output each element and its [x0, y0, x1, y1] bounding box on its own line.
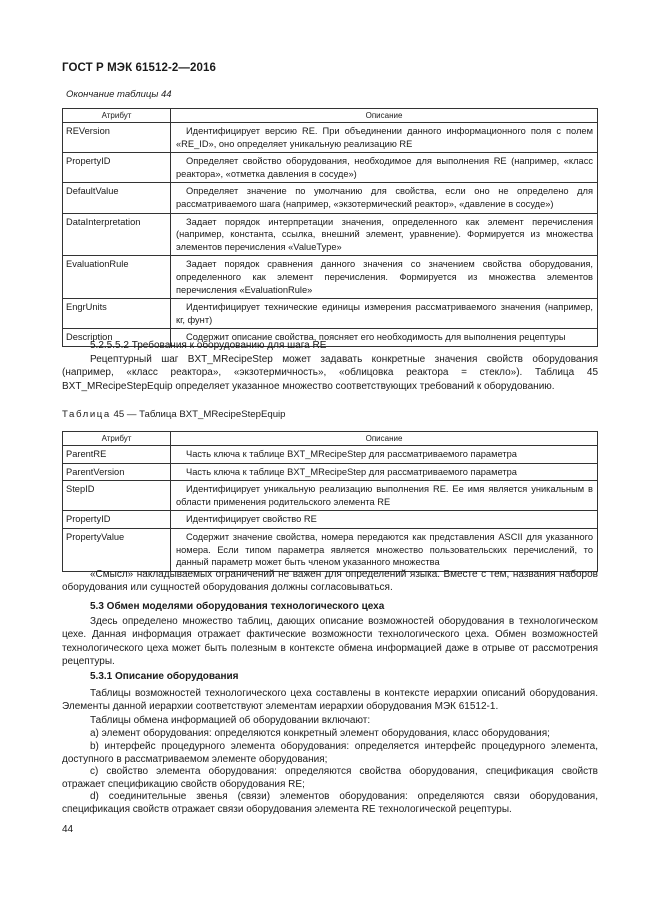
attribute-name: DataInterpretation	[63, 213, 171, 256]
attribute-description: Идентифицирует свойство RE	[171, 511, 598, 529]
section-heading-5-3-1: 5.3.1 Описание оборудования	[90, 671, 239, 682]
attribute-name: REVersion	[63, 123, 171, 153]
table-row	[63, 463, 598, 481]
page-number: 44	[62, 824, 74, 835]
section-body-5-2-5-5-2: Рецептурный шаг BXT_MRecipeStep может задавать конкретные значения свойств оборудования (например, «класс реактора», «экзотермичность», «облицовка реактора = стекло»). Таблица 45 BXT_MRecipeStepEquip определяет указанное множество соответствующих требований к оборудованию.	[62, 354, 598, 392]
section-heading-5-2-5-5-2: 5.2.5.5.2 Требования к оборудованию для шага RE	[90, 340, 327, 351]
table-row	[63, 123, 598, 153]
list-item-a: a) элемент оборудования: определяются конкретный элемент оборудования, класс оборудования;	[90, 728, 550, 739]
table-row	[63, 446, 598, 464]
column-header-attribute: Атрибут	[63, 432, 171, 446]
table-45-title-prefix: Таблица	[62, 409, 111, 420]
table-45-title	[62, 409, 286, 420]
standard-title: ГОСТ Р МЭК 61512-2—2016	[62, 62, 216, 74]
section-heading-5-3: 5.3 Обмен моделями оборудования технологического цеха	[90, 601, 385, 612]
list-item-d: d) соединительные звенья (связи) элементов оборудования: определяются связи оборудования, спецификация свойств отражает связи оборудования элемента RE технологической рецептуры.	[62, 791, 598, 816]
list-item-c: c) свойство элемента оборудования: определяются свойства оборудования, спецификация свойств отражает спецификацию свойств оборудования RE;	[62, 766, 598, 791]
table-row	[63, 256, 598, 299]
attributes-table-45	[62, 431, 598, 572]
table-row	[63, 528, 598, 571]
attribute-name: PropertyID	[63, 511, 171, 529]
attributes-table-44	[62, 108, 598, 347]
attribute-description: Часть ключа к таблице BXT_MRecipeStep для рассматриваемого параметра	[171, 446, 598, 464]
column-header-attribute: Атрибут	[63, 109, 171, 123]
attribute-description: Идентифицирует уникальную реализацию выполнения RE. Ее имя является уникальным в области применения родительского элемента RE	[171, 481, 598, 511]
attribute-description: Содержит описание свойства, поясняет его необходимость для выполнения рецептуры	[171, 329, 598, 347]
column-header-description: Описание	[171, 109, 598, 123]
attribute-description: Идентифицирует версию RE. При объединении данного информационного поля с полем «RE_ID», оно определяет уникальную реализацию RE	[171, 123, 598, 153]
table-continuation-caption: Окончание таблицы 44	[66, 89, 172, 100]
list-item-b: b) интерфейс процедурного элемента оборудования: определяется интерфейс процедурного элемента, доступного в рассматриваемом элементе оборудования;	[62, 741, 598, 766]
attribute-description: Содержит значение свойства, номера передаются как представления ASCII для указанного номера. Если типом параметра является множество пользовательских перечислений, то данный параметр может быть членом указанного множества	[171, 528, 598, 571]
note-paragraph: «Смысл» накладываемых ограничений не важен для определений языка. Вместе с тем, названия наборов оборудования или сущностей оборудования должны согласовываться.	[62, 569, 598, 594]
attribute-name: PropertyID	[63, 153, 171, 183]
table-45-title-rest: 45 — Таблица BXT_MRecipeStepEquip	[113, 409, 286, 420]
attribute-description: Часть ключа к таблице BXT_MRecipeStep для рассматриваемого параметра	[171, 463, 598, 481]
table-row	[63, 213, 598, 256]
column-header-description: Описание	[171, 432, 598, 446]
attribute-name: EvaluationRule	[63, 256, 171, 299]
table-header-row	[63, 432, 598, 446]
section-body-5-3: Здесь определено множество таблиц, дающих описание возможностей оборудования в технологическом цехе. Данная информация отражает фактические возможности технологического цеха. Обмен возможностей технологического цеха может быть полезным в контексте обмена информацией даже в отрыве от рассмотрения рецептуры.	[62, 616, 598, 668]
attribute-name: EngrUnits	[63, 299, 171, 329]
table-row	[63, 481, 598, 511]
table-row	[63, 183, 598, 213]
attribute-description: Определяет значение по умолчанию для свойства, если оно не определено для рассматриваемого шага (например, «экзотермический реактор», «давление в сосуде»)	[171, 183, 598, 213]
attribute-description: Задает порядок интерпретации значения, определенного как элемент перечисления (например, константа, ссылка, внешний элемент, уравнение). Формируется из множества элементов перечисления «ValueType»	[171, 213, 598, 256]
attribute-description: Задает порядок сравнения данного значения со значением свойства оборудования, определенного как элемент перечисления. Формируется из множества элементов перечисления «EvaluationRule»	[171, 256, 598, 299]
section-5-3-1-paragraph-1: Таблицы возможностей технологического цеха составлены в контексте иерархии описаний оборудования. Элементы данной иерархии соответствуют элементам иерархии оборудования МЭК 61512-1.	[62, 688, 598, 713]
attribute-name: ParentRE	[63, 446, 171, 464]
attribute-name: DefaultValue	[63, 183, 171, 213]
attribute-name: Description	[63, 329, 171, 347]
attribute-description: Определяет свойство оборудования, необходимое для выполнения RE (например, «класс реактора», «отметка давления в сосуде»)	[171, 153, 598, 183]
attribute-name: ParentVersion	[63, 463, 171, 481]
attribute-name: PropertyValue	[63, 528, 171, 571]
attribute-description: Идентифицирует технические единицы измерения рассматриваемого значения (например, кг, фунт)	[171, 299, 598, 329]
table-row	[63, 153, 598, 183]
table-row	[63, 511, 598, 529]
table-header-row	[63, 109, 598, 123]
section-5-3-1-paragraph-2: Таблицы обмена информацией об оборудовании включают:	[90, 715, 371, 726]
attribute-name: StepID	[63, 481, 171, 511]
table-row	[63, 299, 598, 329]
